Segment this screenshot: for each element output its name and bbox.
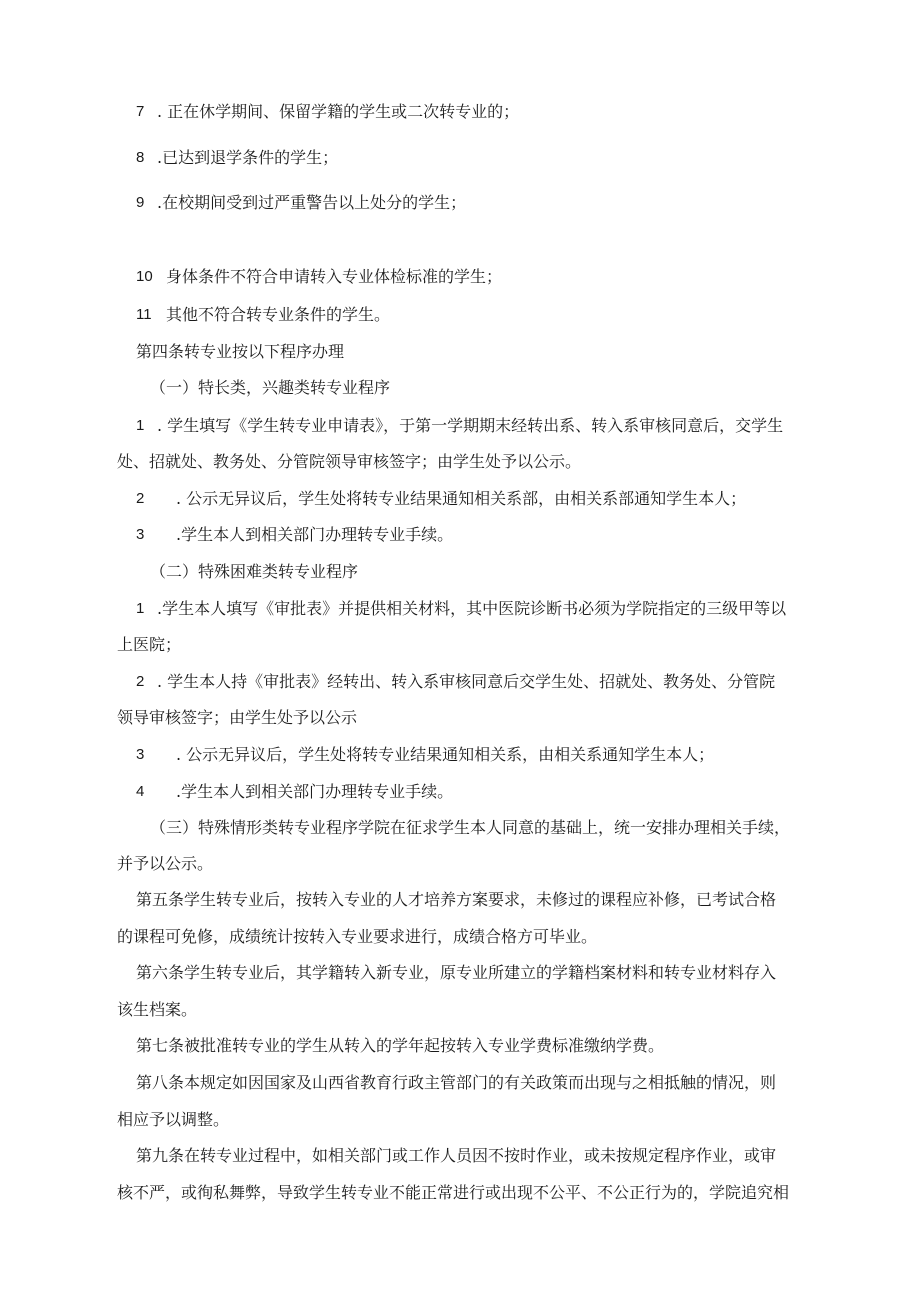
section-1-item-1-continuation: 处、招就处、教务处、分管院领导审核签字；由学生处予以公示。 [117,452,582,471]
list-item-number: 9 [136,194,145,211]
section-3-line-1: （三）特殊情形类转专业程序学院在征求学生本人同意的基础上，统一安排办理相关手续， [150,818,791,837]
section-2-item-2-continuation: 领导审核签字；由学生处予以公示 [117,708,358,727]
list-item-text: . 正在休学期间、保留学籍的学生或二次转专业的； [157,102,520,121]
list-item-number: 8 [136,149,145,166]
list-item-text: . 公示无异议后，学生处将转专业结果通知相关系部，由相关系部通知学生本人； [176,489,747,508]
list-item-text: .已达到退学条件的学生； [157,148,339,167]
article-9-line-1: 第九条在转专业过程中，如相关部门或工作人员因不按时作业，或未按规定程序作业，或审 [136,1146,777,1165]
list-item-number: 11 [136,306,152,323]
list-item-text: . 学生填写《学生转专业申请表》，于第一学期期末经转出系、转入系审核同意后，交学生 [157,416,784,435]
section-3-line-2: 并予以公示。 [117,854,214,873]
article-5-line-2: 的课程可免修，成绩统计按转入专业要求进行，成绩合格方可毕业。 [117,927,598,946]
article-8-line-1: 第八条本规定如因国家及山西省教育行政主管部门的有关政策而出现与之相抵触的情况，则 [136,1073,777,1092]
list-item-number: 4 [136,783,145,800]
article-7-line-1: 第七条被批准转专业的学生从转入的学年起按转入专业学费标准缴纳学费。 [136,1036,665,1055]
list-item-text: .学生本人到相关部门办理转专业手续。 [176,525,454,544]
list-item-number: 7 [136,103,145,120]
section-2-item-1-continuation: 上医院； [117,635,182,654]
list-item-number: 1 [136,600,145,617]
list-item-text: .学生本人填写《审批表》并提供相关材料，其中医院诊断书必须为学院指定的三级甲等以 [157,599,787,618]
article-5-line-1: 第五条学生转专业后，按转入专业的人才培养方案要求，未修过的课程应补修，已考试合格 [136,890,777,909]
article-4-title: 第四条转专业按以下程序办理 [136,342,345,361]
list-item-number: 1 [136,417,145,434]
article-6-line-2: 该生档案。 [117,1000,198,1019]
list-item-text: 其他不符合转专业条件的学生。 [166,305,391,324]
article-8-line-2: 相应予以调整。 [117,1110,230,1129]
article-9-line-2: 核不严，或徇私舞弊，导致学生转专业不能正常进行或出现不公平、不公正行为的，学院追究相 [117,1183,790,1202]
list-item-number: 3 [136,746,145,763]
list-item-text: .在校期间受到过严重警告以上处分的学生； [157,193,467,212]
list-item-number: 2 [136,490,145,507]
list-item-text: . 公示无异议后，学生处将转专业结果通知相关系，由相关系通知学生本人； [176,745,715,764]
list-item-text: .学生本人到相关部门办理转专业手续。 [176,782,454,801]
list-item-number: 10 [136,268,153,285]
article-6-line-1: 第六条学生转专业后，其学籍转入新专业，原专业所建立的学籍档案材料和转专业材料存入 [136,963,777,982]
section-1-heading: （一）特长类，兴趣类转专业程序 [150,378,391,397]
section-2-heading: （二）特殊困难类转专业程序 [150,562,359,581]
list-item-text: . 学生本人持《审批表》经转出、转入系审核同意后交学生处、招就处、教务处、分管院 [157,672,776,691]
list-item-number: 2 [136,673,145,690]
list-item-number: 3 [136,526,145,543]
list-item-text: 身体条件不符合申请转入专业体检标准的学生； [166,267,503,286]
